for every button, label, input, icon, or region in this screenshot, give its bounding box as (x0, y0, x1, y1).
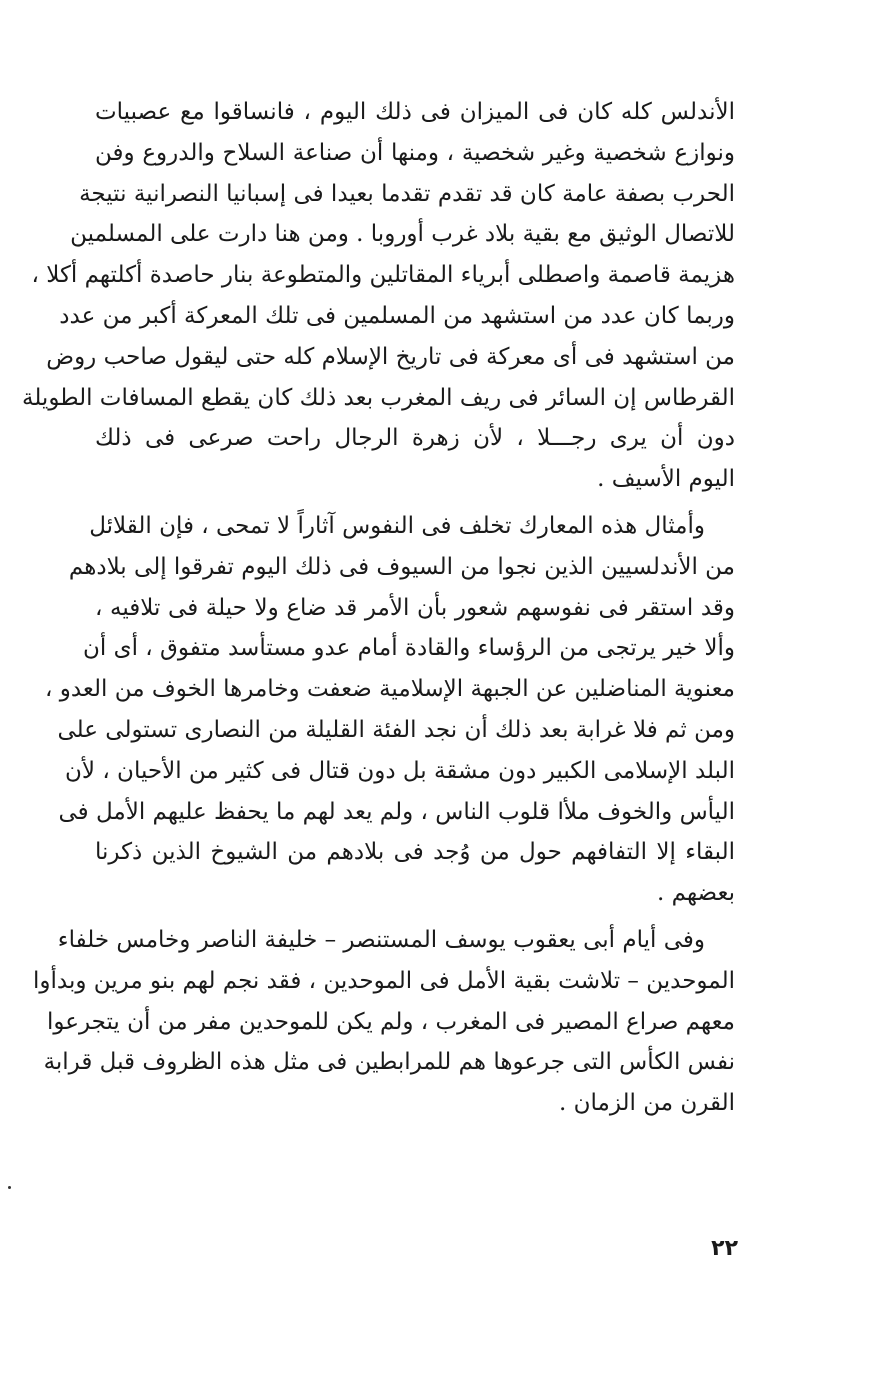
text-line: الموحدين – تلاشت بقية الأمل فى الموحدين ، فقد نجم لهم بنو مرين وبدأوا (32, 967, 735, 994)
page-body (21, 92, 735, 1124)
text-line: هزيمة قاصمة واصطلى أبرياء المقاتلين والمتطوعة بنار حاصدة أكلتهم أكلا ، (31, 262, 735, 289)
text-line: اليأس والخوف ملأا قلوب الناس ، ولم يعد لهم ما يحفظ عليهم الأمل فى (58, 798, 735, 825)
text-line: وربما كان عدد من استشهد من المسلمين فى تلك المعركة أكبر من عدد (59, 302, 735, 329)
text-line: الحرب بصفة عامة كان قد تقدم تقدما بعيدا فى إسبانيا النصرانية نتيجة (79, 180, 735, 207)
text-line: معهم صراع المصير فى المغرب ، ولم يكن للموحدين مفر من أن يتجرعوا (46, 1008, 735, 1035)
text-line: اليوم الأسيف . (597, 466, 735, 493)
text-line: دون أن يرى رجـــلا ، لأن زهرة الرجال راحت صرعى فى ذلك (95, 425, 735, 452)
paragraph-1 (21, 92, 735, 500)
text-line: وألا خير يرتجى من الرؤساء والقادة أمام عدو مستأسد متفوق ، أى أن (83, 635, 735, 662)
text-line: البقاء إلا التفافهم حول من وُجد فى بلادهم من الشيوخ الذين ذكرنا (95, 839, 735, 866)
text-line: للاتصال الوثيق مع بقية بلاد غرب أوروبا . ومن هنا دارت على المسلمين (70, 221, 735, 248)
text-line: وقد استقر فى نفوسهم شعور بأن الأمر قد ضاع ولا حيلة فى تلافيه ، (95, 594, 735, 621)
scan-speck (8, 1186, 11, 1189)
page-number: ٢٢ (711, 1236, 738, 1261)
text-line: القرطاس إن السائر فى ريف المغرب بعد ذلك كان يقطع المسافات الطويلة (21, 384, 735, 411)
text-line: البلد الإسلامى الكبير دون مشقة بل دون قتال فى كثير من الأحيان ، لأن (65, 757, 735, 784)
text-line: من الأندلسيين الذين نجوا من السيوف فى ذلك اليوم تفرقوا إلى بلادهم (68, 553, 735, 580)
paragraph-3 (32, 920, 735, 1124)
text-line: بعضهم . (657, 880, 735, 907)
text-line: القرن من الزمان . (559, 1090, 735, 1117)
text-line: وأمثال هذه المعارك تخلف فى النفوس آثاراً لا تمحى ، فإن القلائل (89, 512, 705, 539)
text-line: من استشهد فى أى معركة فى تاريخ الإسلام كله حتى ليقول صاحب روض (46, 343, 735, 370)
text-line: وفى أيام أبى يعقوب يوسف المستنصر – خليفة الناصر وخامس خلفاء (57, 926, 705, 953)
paragraph-2 (45, 506, 735, 914)
text-line: ونوازع شخصية وغير شخصية ، ومنها أن صناعة السلاح والدروع وفن (95, 139, 735, 166)
text-line: معنوية المناضلين عن الجبهة الإسلامية ضعفت وخامرها الخوف من العدو ، (45, 676, 735, 703)
text-line: نفس الكأس التى جرعوها هم للمرابطين فى مثل هذه الظروف قبل قرابة (43, 1049, 735, 1076)
text-line: ومن ثم فلا غرابة بعد ذلك أن نجد الفئة القليلة من النصارى تستولى على (57, 716, 735, 743)
text-line: الأندلس كله كان فى الميزان فى ذلك اليوم ، فانساقوا مع عصبيات (95, 99, 735, 125)
